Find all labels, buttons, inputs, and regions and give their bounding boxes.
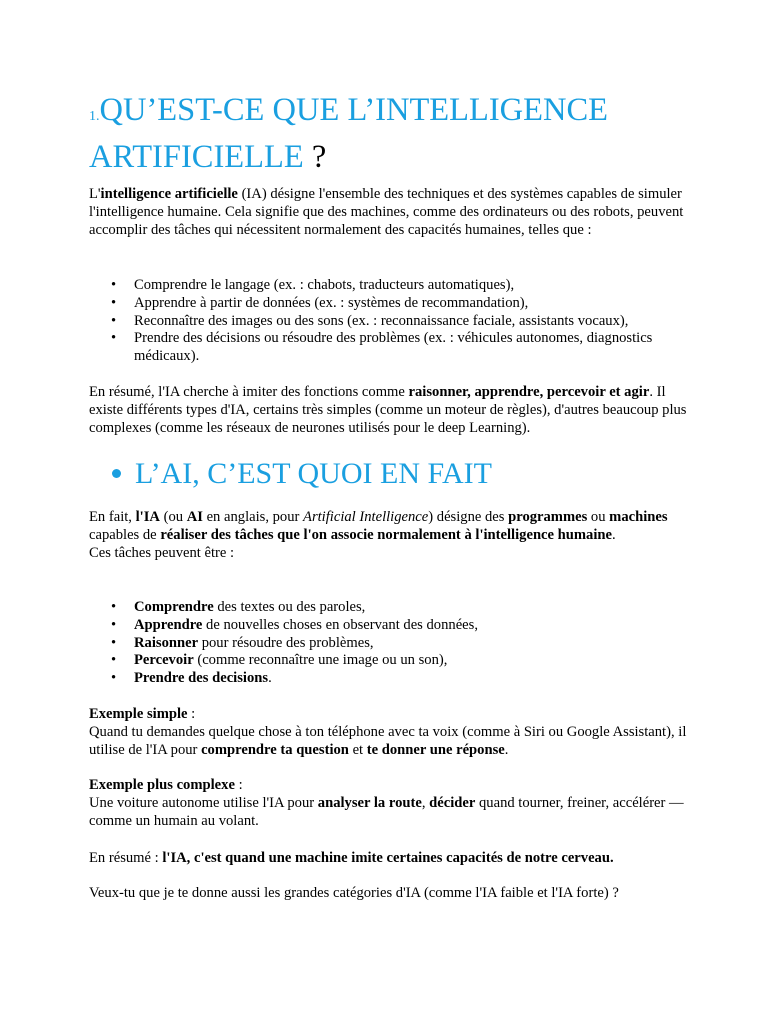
- task-text: de nouvelles choses en observant des données,: [202, 616, 478, 633]
- def-text: en anglais, pour: [202, 509, 304, 525]
- example-simple-label: [89, 706, 689, 724]
- task-bold: Prendre des decisions: [134, 670, 269, 687]
- intro-text-2: (IA) désigne l'ensemble des techniques et des systèmes capables de simuler l'intelligence humaine. Cela signifie que des machines, comme des ordinateurs ou des robots, peuvent accomplir des tâches qui nécessitent normalement des capacités humaines, telles que :: [89, 186, 684, 238]
- list-item: [89, 670, 689, 688]
- intro-bold-term: intelligence artificielle: [100, 186, 238, 202]
- example-bold: comprendre ta question: [201, 741, 349, 758]
- def-bold: machines: [609, 509, 668, 525]
- def-text: .: [612, 526, 616, 543]
- task-text: des textes ou des paroles,: [213, 599, 366, 615]
- list-item: • Reconnaître des images ou des sons (ex. : reconnaissance faciale, assistants vocaux),: [89, 313, 689, 331]
- task-bold: Percevoir: [134, 652, 194, 669]
- colon: :: [234, 777, 243, 793]
- summary-2-text: En résumé :: [89, 850, 163, 866]
- def-text: En fait,: [89, 509, 136, 525]
- list-item: [89, 617, 689, 635]
- capabilities-list: [89, 277, 689, 366]
- def-bold: l'IA: [135, 509, 160, 525]
- colon: :: [187, 706, 196, 722]
- example-text: ,: [421, 794, 430, 811]
- def-italic: Artificial Intelligence: [303, 509, 429, 525]
- definition-line: [89, 509, 689, 545]
- closing-question: Veux-tu que je te donne aussi les grandes catégories d'IA (comme l'IA faible et l'IA forte) ?: [89, 885, 619, 901]
- intro-text-1: L': [89, 186, 101, 202]
- def-text: (ou: [159, 509, 187, 525]
- task-text: (comme reconnaître une image ou un son),: [193, 652, 448, 669]
- def-text: ) désigne des: [428, 509, 509, 525]
- example-simple-text: [89, 724, 689, 760]
- list-item: • Prendre des décisions ou résoudre des problèmes (ex. : véhicules autonomes, diagnostics médicaux).: [89, 330, 689, 366]
- def-bold: AI: [186, 509, 203, 525]
- list-item: [89, 599, 689, 617]
- heading-1-suffix: ?: [303, 139, 327, 175]
- example-simple: [89, 706, 689, 759]
- heading-2: [89, 456, 689, 492]
- example-text: et: [348, 741, 367, 758]
- example-complex-label: [89, 777, 689, 795]
- def-text: capables de: [89, 526, 161, 543]
- example-text: Une voiture autonome utilise l'IA pour: [89, 794, 318, 811]
- example-bold: te donner une réponse: [366, 741, 505, 758]
- example-complex: [89, 777, 689, 830]
- heading-1-number: 1.: [89, 109, 100, 124]
- summary-paragraph: [89, 384, 689, 437]
- list-item: [89, 652, 689, 670]
- list-item: • Comprendre le langage (ex. : chabots, traducteurs automatiques),: [89, 277, 689, 295]
- example-bold: décider: [429, 794, 476, 811]
- example-complex-text: [89, 795, 689, 831]
- def-bold: programmes: [508, 509, 588, 525]
- task-text: .: [268, 670, 272, 687]
- example-bold: analyser la route: [317, 794, 422, 811]
- heading-1: [89, 90, 689, 177]
- summary-2: [89, 850, 689, 868]
- def-text: ou: [587, 509, 610, 525]
- example-text: quand tourner, freiner, accélérer — comme un humain au volant.: [89, 794, 684, 829]
- tasks-intro: Ces tâches peuvent être :: [89, 544, 235, 561]
- summary-bold: raisonner, apprendre, percevoir et agir: [408, 384, 650, 400]
- bullet-icon: [112, 469, 121, 478]
- task-bold: Comprendre: [134, 599, 214, 615]
- summary-text-1: En résumé, l'IA cherche à imiter des fonctions comme: [89, 384, 409, 400]
- example-text: .: [504, 741, 509, 758]
- task-bold: Raisonner: [134, 634, 199, 651]
- list-item: • Apprendre à partir de données (ex. : systèmes de recommandation),: [89, 295, 689, 313]
- task-bold: Apprendre: [134, 616, 203, 633]
- summary-2-bold: l'IA, c'est quand une machine imite certaines capacités de notre cerveau.: [162, 850, 614, 866]
- def-bold: réaliser des tâches que l'on associe normalement à l'intelligence humaine: [160, 526, 612, 543]
- heading-1-title: QU’EST-CE QUE L’INTELLIGENCE ARTIFICIELLE: [89, 92, 608, 175]
- intro-paragraph: [89, 186, 689, 239]
- task-text: pour résoudre des problèmes,: [198, 634, 374, 651]
- list-item: [89, 635, 689, 653]
- definition-paragraph: [89, 509, 689, 562]
- summary-text-2: . Il existe différents types d'IA, certains très simples (comme un moteur de règles), d'autres beaucoup plus complexes (comme les réseaux de neurones utilisés pour le deep Learning).: [89, 384, 687, 436]
- example-label: Exemple plus complexe: [89, 777, 235, 793]
- heading-2-title: L’AI, C’EST QUOI EN FAIT: [135, 457, 492, 490]
- tasks-list: [89, 599, 689, 688]
- example-text: Quand tu demandes quelque chose à ton téléphone avec ta voix (comme à Siri ou Google Assistant), il utilise de l'IA pour: [89, 723, 687, 758]
- example-label: Exemple simple: [89, 706, 188, 722]
